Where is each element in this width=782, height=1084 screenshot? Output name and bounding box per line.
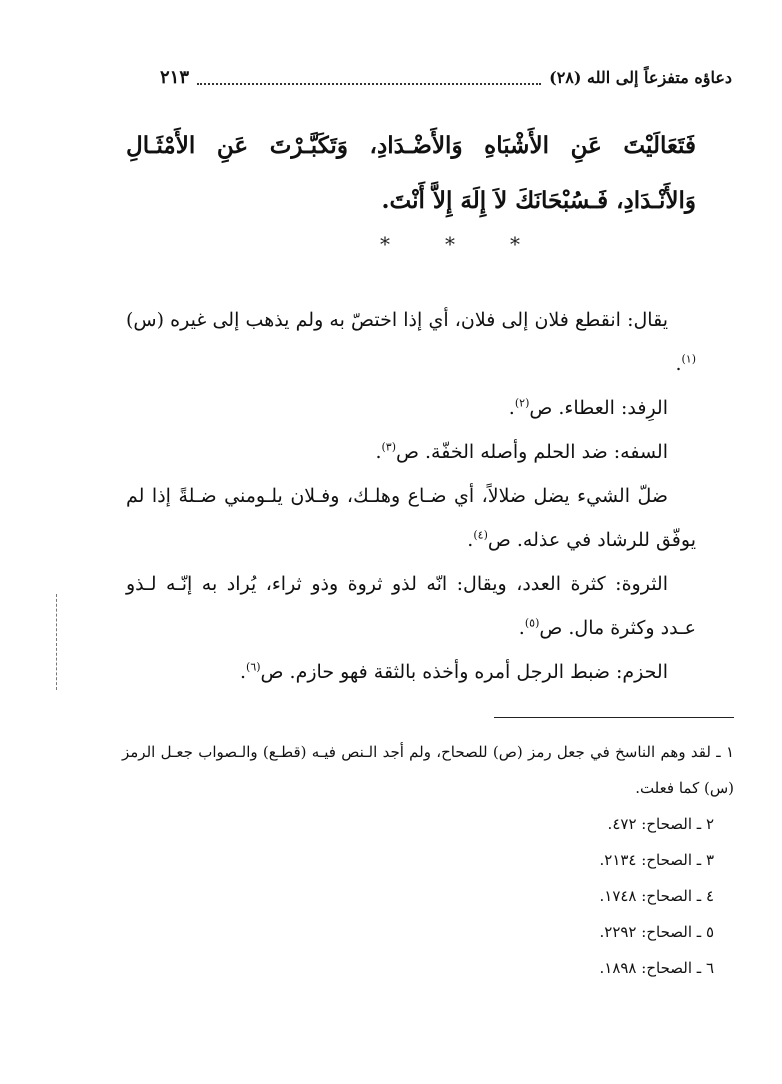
footnote-ref: (٢) (514, 396, 530, 410)
footnote-ref: (١) (681, 352, 696, 366)
glossary-entry: الثروة: كثرة العدد، ويقال: انّه لذو ثروة وذو ثراء، يُراد به إنّـه لـذو عـدد وكثرة مال. ص$^{(٥)}$. (126, 573, 696, 639)
footnote-ref: (٣) (381, 440, 396, 454)
footnote-ref: (٤) (473, 528, 488, 542)
leader-dots (197, 69, 541, 85)
margin-dashed-line (56, 594, 57, 690)
glossary-entry: يقال: انقطع فلان إلى فلان، أي إذا اختصّ به ولم يذهب إلى غيره (س)$^{(١)}$. (126, 309, 696, 375)
page-number: ٢١٣ (160, 66, 190, 88)
footnote-ref: (٥) (524, 616, 540, 630)
glossary-entry: الرِفد: العطاء. ص$^{(٢)}$. (508, 396, 668, 419)
glossary-entry: السفه: ضد الحلم وأصله الخفّة. ص$^{(٣)}$. (375, 440, 668, 463)
glossary-entry: الحزم: ضبط الرجل أمره وأخذه بالثقة فهو حازم. ص$^{(٦)}$. (239, 660, 668, 683)
chapter-title: دعاؤه متفزعاً إلى الله (٢٨) (549, 67, 732, 87)
glossary-entry: ضلّ الشيء يضل ضلالاً، أي ضـاع وهلـك، وفـلان يلـومني ضـلةً إذا لم يوفّق للرشاد في عذله. ص$^{(٤)}$. (126, 485, 696, 551)
footnote-ref: (٦) (246, 660, 261, 674)
divider-star: * (380, 232, 390, 256)
footnote-separator (494, 717, 734, 718)
section-divider (380, 232, 520, 256)
footnote: ٤ ـ الصحاح: ١٧٤٨. (599, 887, 714, 905)
glossary-entries (126, 298, 696, 694)
footnote: ٥ ـ الصحاح: ٢٢٩٢. (599, 923, 714, 941)
footnote: ٢ ـ الصحاح: ٤٧٢. (607, 815, 714, 833)
supplication-verse: فَتَعَالَيْتَ عَنِ الأَشْبَاهِ وَالأَضْـدَادِ، وَتَكَبَّـرْتَ عَنِ الأَمْثَـالِ وَالأَنْـدَادِ، فَـسُبْحَانَكَ لاَ إِلَهَ إِلاَّ أَنْتَ. (126, 132, 696, 214)
footnotes (122, 734, 734, 986)
running-header (160, 60, 732, 94)
divider-star: * (445, 232, 455, 256)
footnote: ١ ـ لقد وهم الناسخ في جعل رمز (ص) للصحاح، ولم أجد الـنص فيـه (قطـع) والـصواب جعـل الرمز (س) كما فعلت. (122, 743, 734, 797)
footnote: ٣ ـ الصحاح: ٢١٣٤. (599, 851, 714, 869)
footnote: ٦ ـ الصحاح: ١٨٩٨. (599, 959, 714, 977)
divider-star: * (510, 232, 520, 256)
